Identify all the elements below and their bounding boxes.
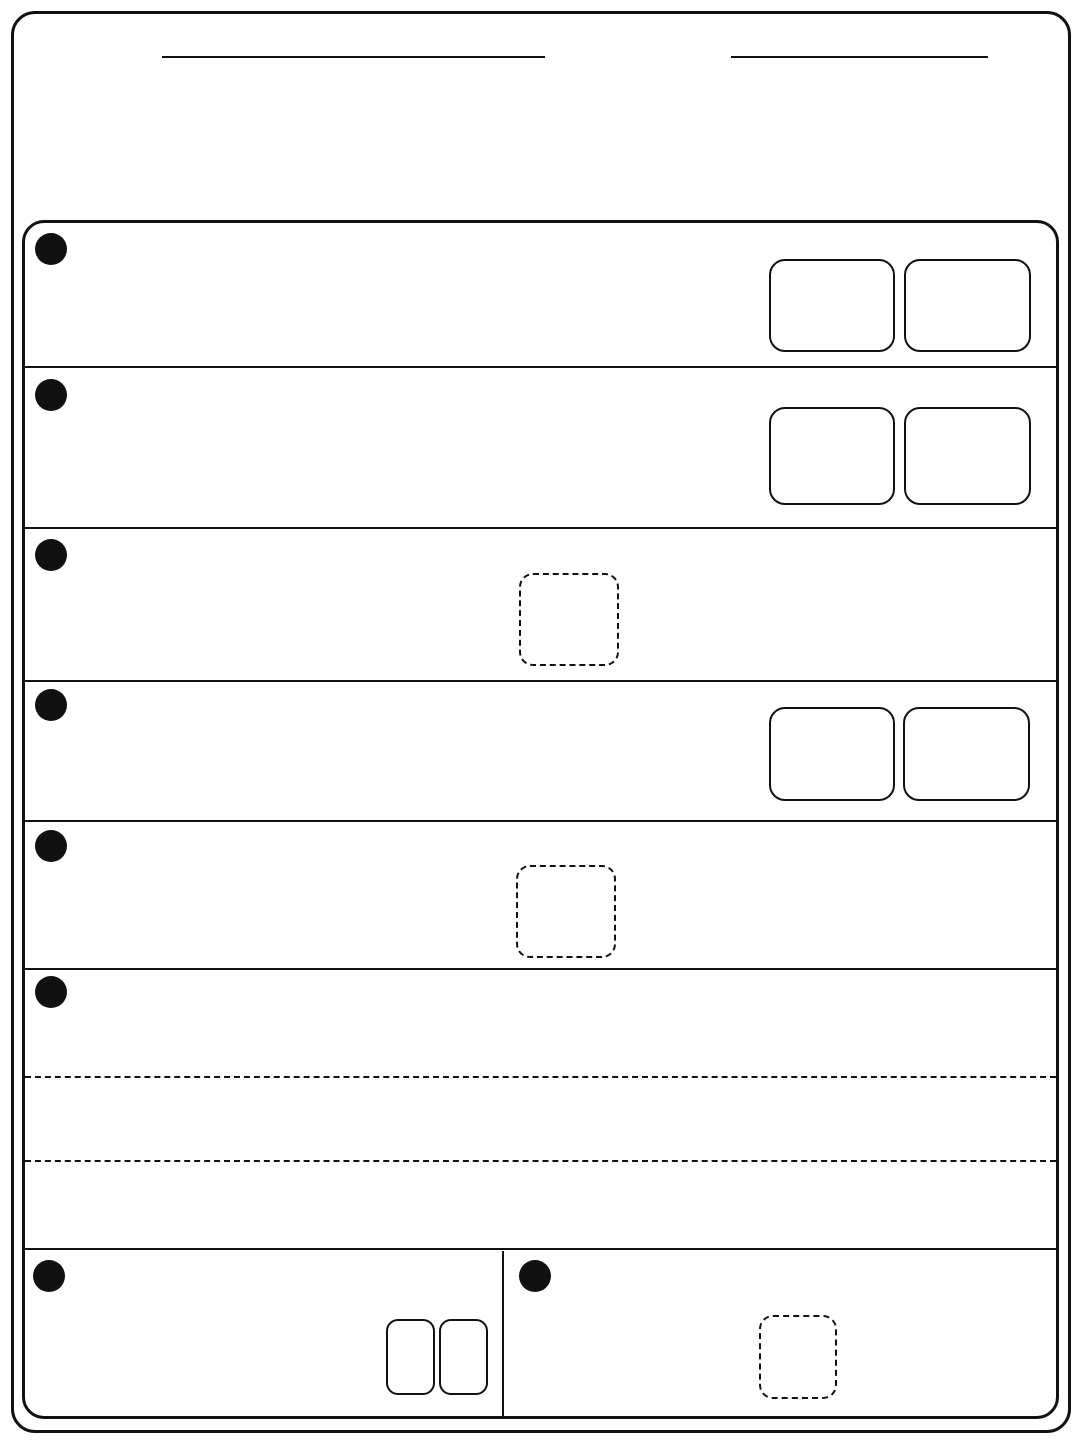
exercise-panel bbox=[22, 220, 1059, 1419]
name-line[interactable] bbox=[162, 56, 545, 58]
sequence-icons bbox=[25, 223, 1056, 1416]
page-title bbox=[0, 62, 1086, 172]
class-line[interactable] bbox=[731, 56, 988, 58]
